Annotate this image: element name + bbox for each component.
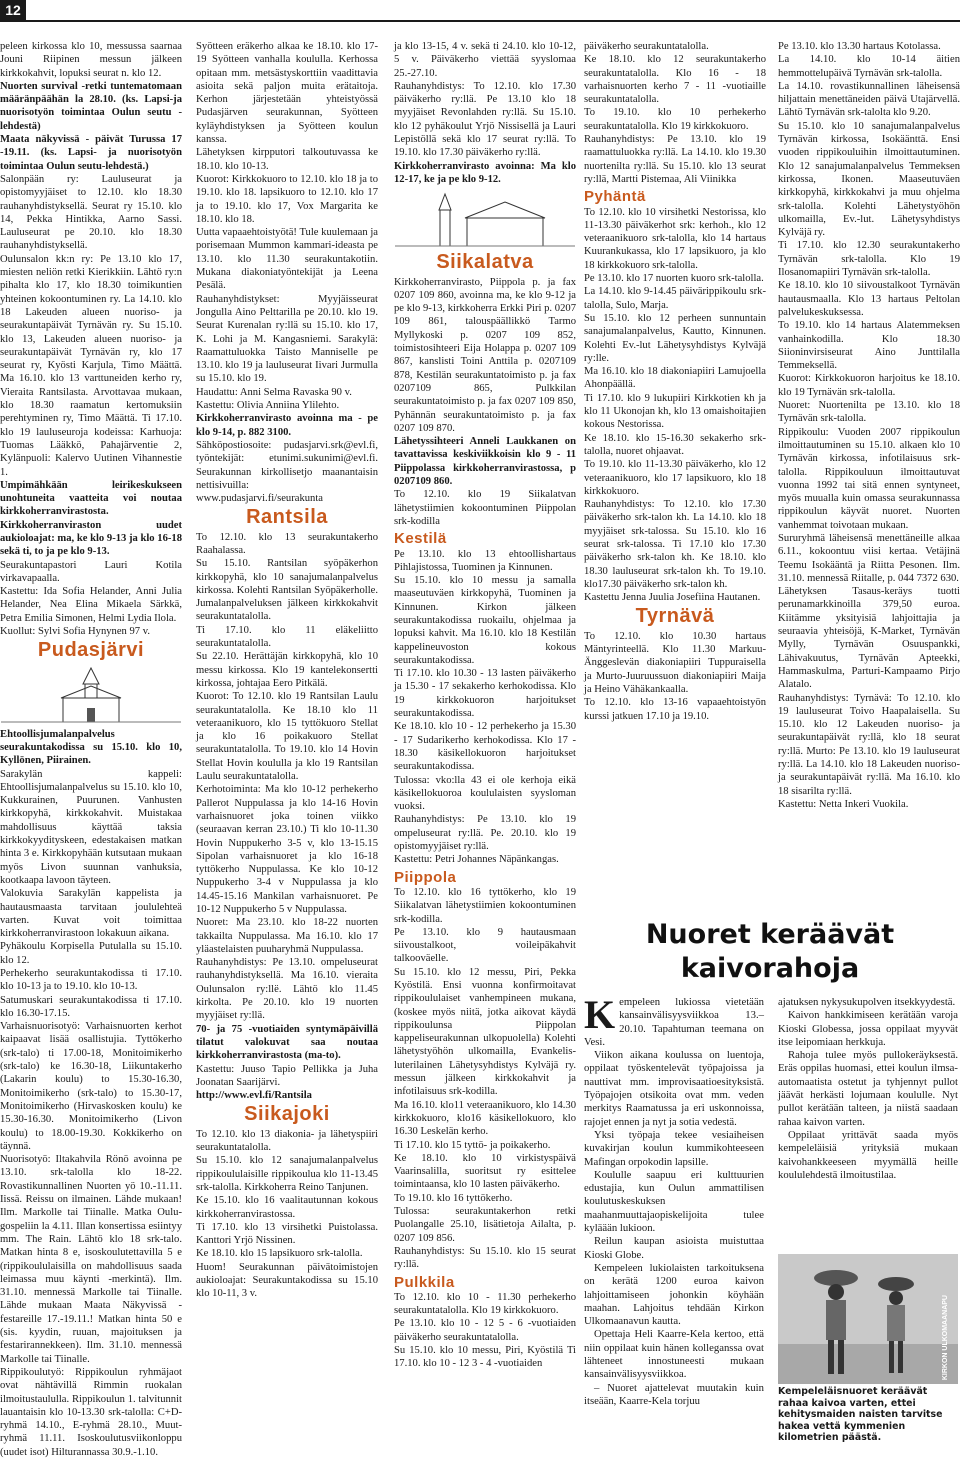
paragraph: http://www.evl.fi/Rantsila (196, 1090, 312, 1102)
paragraph: Ti 17.10. klo 15 tyttö- ja poikakerho. (394, 1139, 551, 1151)
section-heading-siikalatva: Siikalatva (436, 251, 534, 274)
paragraph: Pe 13.10. klo 13 ehtoollishartaus Pihlajistossa, Tuominen ja Kinnunen. (394, 548, 576, 573)
paragraph: Kirkkoherranvirasto avoinna: Ma klo 12-17, ke ja pe klo 9-12. (394, 160, 576, 185)
paragraph: Rauhanyhdistys: Su 15.10. klo 15 seurat ry:llä. (394, 1245, 576, 1271)
paragraph: Sarakylän kappeli: Ehtoollisjumalanpalvelus su 15.10. klo 10, Kukkurainen, Puurunen. Vanhusten kirkkopyhä, kirkkokahvit. Muistakaa mahdollisuus käyttää taksia kirkkokyydityskeen, edestakaisen matkan hinta 3 e. Kirkkopyhään kutsutaan mukaan myös Livon suunnan vanhuksia, kootkaapa lavoon täyteen. (0, 768, 182, 886)
paragraph: Ke 18.10. klo 12 seurakuntakerho seurakuntatalolla. Klo 16 - 18 varhaisnuorten kerho 7 - 11 -vuotiaille seurakuntatalolla. (584, 54, 766, 106)
paragraph: Kuorot: To 12.10. klo 19 Rantsilan Laulu seurakuntatalolla. Ke 18.10 klo 11 veteraanikuoro, klo 15 tyttökuoro Stellat ja klo 16 poikakuoro Stellat seurakuntatalolla. To 19.10. klo 14 Hovin Stellat Hovin koululla ja klo 19 Rantsilan Laulu seurakuntatalolla. (196, 691, 378, 783)
paragraph: Su 15.10. klo 12 sanajumalanpalvelus rippikoululaisille rippikoulua klo 11-13.45 srk-talolla. Kirkkoherra Reino Tanjunen. (196, 1155, 378, 1193)
paragraph: päiväkerho seurakuntatalolla. (584, 41, 709, 52)
column-1 (0, 40, 182, 1459)
paragraph: Kastettu: Olivia Anniina Ylilehto. (196, 400, 340, 412)
paragraph: empeleen lukiossa vietetään kansainvälisyysviikkoa 13.–20.10. Tapahtuman teemana on Vesi. (584, 996, 764, 1048)
paragraph: To 19.10. klo 16 tyttökerho. (394, 1192, 513, 1204)
paragraph: Kaivon hankkimiseen kerätään varoja Kioski Globessa, jossa oppilaat myyvät itse leipomiaan herkkuja. (778, 1009, 958, 1048)
paragraph: To 12.10. klo 16 tyttökerho, klo 19 Siikalatvan lähetystiimien kokoontuminen srk-kodilla. (394, 886, 576, 925)
paragraph: To 12.10. klo 10 - 11.30 perhekerho seurakuntatalolla. Klo 19 kirkkokuoro. (394, 1291, 576, 1317)
paragraph: Valokuvia Sarakylän kappelista ja hautausmaasta tarvitaan joululehteä varten. Kuvat voit toimittaa kirkkoherranvirastoon lokakuun aikana. (0, 888, 182, 940)
section-heading-tyrnava: Tyrnävä (635, 605, 715, 628)
paragraph: Haudattu: Anni Selma Ravaska 90 v. (196, 386, 352, 398)
paragraph: Salonpään ry: Lauluseurat ja opistomyyjäiset to 12.10. klo 18.30 rauhanyhdistyksellä. Seurat ry 15.10. klo 14, Pekka Hintikka, Aarno Sassi. Lauluseurat pe 20.10. klo 18.30 rauhanyhdistyksellä. (0, 173, 182, 252)
paragraph: Yksi työpaja tekee vesiaiheisen kuvakirjan koulun kummikohteeseen Mafingan orpokodin lapsille. (584, 1128, 764, 1168)
paragraph: Ehtoollisjumalanpalvelus seurakuntakodissa su 15.10. klo 10, Kyllönen, Piirainen. (0, 728, 182, 767)
paragraph: Pe 13.10. klo 9 hautausmaan siivoustalkoot, voileipäkahvit talkooväelle. (394, 926, 576, 965)
paragraph: Su 15.10. klo 10 messu, Piri, Kyöstilä Ti 17.10. klo 10 - 12 3 - 4 -vuotiaiden (394, 1345, 576, 1370)
paragraph: Tulossa: vko:lla 43 ei ole kerhoja eikä käsikellokuoroa koululaisten syysloman vuoksi. (394, 774, 576, 813)
paragraph: Rauhanyhdistys: To 12.10. klo 17.30 päiväkerho srk-talon kh. La 14.10. klo 18 myyjäiset srk-talossa. Su 15.10. klo 16 seurat srk-talossa. Ti 17.10 klo 17.30 päiväkerho srk-talon kh. Ke 18.10. klo 18.30 lauluseurat srk-talon kh. To 19.10. klo17.30 päiväkerho srk-talon kh. (584, 499, 766, 590)
column-5 (778, 40, 960, 811)
article-headline (585, 918, 955, 986)
subheading-pyhanta: Pyhäntä (584, 188, 646, 206)
column-4 (584, 40, 766, 723)
paragraph: Ke 15.10. klo 16 vaalitautunnan kokous kirkkoherranvirastossa. (196, 1195, 378, 1220)
paragraph: – Nuoret ajattelevat muutakin kuin itseään, Kaarre-Kela torjuu (584, 1381, 764, 1407)
paragraph: Ti 17.10. klo 11 eläkeliitto seurakuntatalolla. (196, 624, 378, 650)
paragraph: Opettaja Heli Kaarre-Kela kertoo, että niin oppilaat kuin hänen kolleganssa ovat lähteneet innostuneesti mukaan kansainvälisyysviikkoa. (584, 1328, 764, 1381)
paragraph: Umpimähkään leirikeskukseen unohtuneita vaatteita voi noutaa kirkkoherranvirastosta. (0, 479, 182, 518)
paragraph: Perhekerho seurakuntakodissa ti 17.10. klo 10-13 ja to 19.10. klo 10-13. (0, 968, 182, 993)
paragraph: Nuoret: Ma 23.10. klo 18-22 nuorten takkailta Nuppulassa. Ma 16.10. klo 17 yläastelaisten puuharyhmä Nuppulassa. (196, 917, 378, 955)
paragraph: La 14.10. klo 9-14.45 päivärippikoulu srk-talolla, Sulo, Marja. (584, 286, 766, 311)
paragraph: To 19.10. klo 11-13.30 päiväkerho, klo 12 veteraanikuoro, klo 17 lapsikuoro, klo 18 kirkkokuoro. (584, 459, 766, 497)
page-number: 12 (0, 0, 26, 20)
paragraph: Lähetyssihteeri Anneli Laukkanen on tavattavissa keskiviikkoisin klo 9 - 11 Piippolassa kirkkoherranvirastossa, p 0207109 860. (394, 436, 576, 488)
paragraph: Ti 17.10. klo 13 virsihetki Puistolassa. Kanttori Yrjö Nissinen. (196, 1221, 378, 1247)
paragraph: To 12.10. klo 10 virsihetki Nestorissa, klo 11-13.30 päiväkerhot srk: kerhoh., klo 12 veteraanikuoro srk-talolla, klo 14 hartaus Kuurankukassa, klo 17 lapsikuoro, ja klo 18 kirkkokuoro srk-talolla. (584, 206, 766, 271)
paragraph: Kastettu Jenna Juulia Josefiina Hautanen. (584, 592, 761, 604)
paragraph: Rippikoulutyö: Rippikoulun ryhmäjaot ovat nähtävillä Rimmin ruokalan ilmoitustaululla. Rippikoulun 1. talvitunnit lauantaisin klo 10-13.30 srk-talolla: C+D-ryhmä 14.10., E-ryhmä 28.10., Muut-ryhmä 11.11. Isoskoulutusviikonloppu (uudet isot) Hilturannassa 30.9.-1.10. (0, 1366, 182, 1458)
article-body-right (778, 996, 958, 1182)
paragraph: Ma 16.10. klo 18 diakoniapiiri Lamujoella Ahonpäällä. (584, 366, 766, 391)
paragraph: Kuorot: Kirkkokuoro to 12.10. klo 18 ja to 19.10. klo 18. lapsikuoro to 12.10. klo 17 ja to 19.10. klo 17, Vox Margarita ke 18.10. klo 18. (196, 173, 378, 225)
paragraph: Oulunsalon kk:n ry: Pe 13.10 klo 17, miesten neliön retki Kierikkiin. Lähtö ry:n pihalta klo 17, klo 18.30 toimikuntien yhteinen kokoontuminen ry. La 14.10. klo 18 Lakeuden alueen nuoriso- ja seurakuntapäivät Tyrnävän ry. Su 15.10. klo 13, Lakeuden alueen nuoriso- ja seurakuntapäivät Tyrnävän ry, klo 17 seurat ry, Kyösti Karjula, Timo Määttä. Ma 16.10. klo 13 varttuneiden kerho ry, Vieraita Rantsilasta. Arvottavaa mukaan, klo 18.30 raamatun kertomuksiin perehtyminen ry, Timo Määttä. Ti 17.10. klo 19 lauluseuroja kodeissa: Karhuoja: Tuomas Lääkkö, Pahajärventie 2, Kylänpuoli: Kalervo Uutinen Vihannestie 1. (0, 253, 182, 478)
paragraph: Rauhanyhdistys: Pe 13.10. klo 19 raamattuluokka ry:llä. La 14.10. klo 19.30 nuortenilta ry:llä. Su 15.10. klo 13 seurat ry:llä, Martti Pistemaa, Ali Viinikka (584, 134, 766, 185)
paragraph: peleen kirkossa klo 10, messussa saarnaa Jouni Riipinen messun jälkeen kirkkokahvit, lopuksi seurat n. klo 12. (0, 41, 182, 79)
paragraph: Lähetyksen Tasaus-keräys tuotti perunamarkkinoilla 379,50 euroa. Kiitämme yksityisiä lahjoittajia ja seuraavia yhteisöjä, K-Market, Tyrnävän Mylly, Tyrnävän Osuuspankki, Lähivakuutus, Tyrnävän Apteekki, Hammaskulma, Parturi-Kampaamo Pirjo Alatalo. (778, 586, 960, 691)
photo-credit: KIRKON ULKOMAANAPU (942, 1294, 949, 1380)
paragraph: Kirkkoherranvirasto, Piippola p. ja fax 0207 109 860, avoinna ma, ke klo 9-12 ja pe klo 9-13, kirkkoherra Erkki Piri p. 0207 109 861, talouspäällikkö Tarmo Myllykoski p. 0207 109 852, toimistosihteeri Eija Holappa p. 0207 109 867, kanslisti Toini Anttila p. 0207109 878, Kestilän seurakuntatoimisto p. ja fax 0207109 865, Pulkkilan seurakuntatoimisto p. ja fax 0207 109 850, Pyhännän seurakuntatoimisto p. ja fax 0207 109 870. (394, 276, 576, 434)
paragraph: Ke 18.10. klo 15 lapsikuoro srk-talolla. (196, 1248, 363, 1260)
paragraph: Tulossa: seurakuntakerhon retki Puolangalle 25.10, lisätietoja Ailalta, p. 0207 109 856. (394, 1206, 576, 1244)
paragraph: Kastettu: Netta Inkeri Vuokila. (778, 798, 909, 810)
paragraph: ajatuksen nykysukupolven itsekkyydestä. (778, 996, 956, 1008)
section-heading-rantsila: Rantsila (246, 506, 328, 529)
paragraph: To 19.10. klo 14 hartaus Alatemmeksen vanhainkodilla. Klo 18.30 Siioninvirsiseurat Aino Junttilalla Temmeksellä. (778, 320, 960, 372)
paragraph: To 12.10. klo 13 seurakuntakerho Raahalassa. (196, 531, 378, 556)
paragraph: To 19.10. klo 10 perhekerho seurakuntatalolla. Klo 19 kirkkokuoro. (584, 107, 766, 132)
paragraph: Pe 13.10. klo 13.30 hartaus Kotolassa. (778, 41, 941, 52)
paragraph: La 14.10. rovastikunnallinen läheisensä hiljattain menettäneiden päivä Utajärvellä. Lähtö Tyrnävän srk-talolta klo 9.20. (778, 80, 960, 119)
church-illustration (0, 664, 182, 726)
paragraph: To 12.10. klo 10.30 hartaus Mäntyrinteellä. Klo 11.30 Markuu-Änggeslevän diakoniapiiri Tuppuraisella ja Murto-Juuruussuon diakoniapiiri Maija ja Heino Vähäkankaalla. (584, 630, 766, 695)
photo-children-carrying-water (778, 1254, 958, 1384)
paragraph: Ke 18.10. klo 10 siivoustalkoot Tyrnävän hautausmaalla. Klo 13 hartaus Peltolan palvelukeskuksessa. (778, 280, 960, 318)
paragraph: Ti 17.10. klo 10.30 - 13 lasten päiväkerho ja 15.30 - 17 sekakerho kerhokodissa. Klo 19 kirkkokuoron harjoitukset seurakuntakodissa. (394, 668, 576, 720)
paragraph: Su 15.10. klo 12 messu, Piri, Pekka Kyöstilä. Ensi vuonna konfirmoitavat rippikoululaiset vanhempineen mukana, (koskee myös niitä, jotka aikovat käydä rippikoulunsa Piippolan kappeliseurakunnan ulkopuolella) Kolehti lähetystyöhön ulkomailla, Evankelis- luterilainen Lähetysyhdistys Kylväjä ry. messun jälkeen kirkkokahvit ja infotilaisuus srk-kodilla. (394, 966, 576, 1098)
paragraph: Lähetyksen kirpputori talkoutuvassa ke 18.10. klo 10-13. (196, 147, 378, 172)
paragraph: To 12.10. klo 19 Siikalatvan lähetystiimien kokoontuminen Piippolan srk-kodilla (394, 489, 576, 527)
paragraph: Pyhäkoulu Korpisella Putulalla su 15.10. klo 12. (0, 941, 182, 966)
drop-cap: K (584, 992, 616, 1037)
paragraph: Satumuskari seurakuntakodissa ti 17.10. klo 16.30-17.15. (0, 994, 182, 1019)
paragraph: Ke 18.10. klo 10 - 12 perhekerho ja 15.30 - 17 Sudarikerho kerhokodissa. Klo 17 - 18.30 käsikellokuoron harjoitukset seurakuntakodissa. (394, 721, 576, 773)
paragraph: ja klo 13-15, 4 v. sekä ti 24.10. klo 10-12, 5 v. Päiväkerho viettää syyslomaa 25.-27.10. (394, 41, 576, 79)
paragraph: Kuorot: Kirkkokuoron harjoitus ke 18.10. klo 19 Tyrnävän srk-talolla. (778, 373, 960, 398)
paragraph: Rauhanyhdistys: Pe 13.10. ompeluseurat rauhanyhdistyksellä. Ma 16.10. vieraita Oulunsalon ry:llë. Lähtö klo 11.45 kirkolta. Pe 20.10. klo 19 nuorten myyjäiset ry:llä. (196, 957, 378, 1022)
paragraph: Varhaisnuorisotyö: Varhaisnuorten kerhot kaipaavat lisää osallistujia. Tyttökerho (srk-talo) ti 17.00-18, Monitoimikerho (srk-talo) ke 16.30-18, Liikuntakerho (Lakarin koulu) to 15.30-16.30, Monitoimikerho (srk-talo) to 15.30-17, Monitoimikerho (Hirvaskosken koulu) ke 15.30-16.30. Monitoimikerho (Livon koulu) to 18.00-19.30. Kokkikerho on täynnä. (0, 1021, 182, 1152)
paragraph: Viikon aikana koulussa on luentoja, oppilaat työskentelevät työpajoissa ja nauttivat mm. improvisaatioesityksistä. Työpajojen otsikoita ovat mm. veden merkitys Raamatussa ja eri uskonnoissa, rajojet ennen ja nyt ja sotia vedestä. (584, 1049, 764, 1128)
paragraph: Ti 17.10. klo 9 lukupiiri Kirkkotien kh ja klo 11 Ukonojan kh, klo 13 omaishoitajien kokous Nestorissa. (584, 392, 766, 431)
paragraph: Rauhanyhdistys: Tyrnävä: To 12.10. klo 19 lauluseurat Toivo Haapalaisella. Su 15.10. klo 12 Lakeuden nuoriso- ja seurakuntapäivät ry:llä, klo 18 seurat ry:llä. Murto: Pe 13.10. klo 19 lauluseurat ry:llä. La 14.10. klo 18 Lakeuden nuoriso- ja seurakuntapäivät ry:llä. Ma 16.10. klo 18 sisarilta ry:llä. (778, 692, 960, 797)
paragraph: Kuollut: Sylvi Sofia Hynynen 97 v. (0, 626, 150, 638)
column-2 (196, 40, 378, 1301)
paragraph: To 12.10. klo 13-16 vapaaehtoistyön kurssi jatkuen 17.10 ja 19.10. (584, 697, 766, 722)
header-rule (0, 20, 960, 22)
paragraph: Su 15.10. klo 10 messu ja samalla maaseutuväen kirkkopyhä, Tuominen ja Kinnunen. Kirkon jälkeen seurakuntakodissa ruokailu, ohjelmaa ja lopuksi kahvit. Ma 16.10. klo 18 Kestilän kappelineuvoston kokous seurakuntakodissa. (394, 575, 576, 666)
paragraph: Nuoret: Nuortenilta pe 13.10. klo 18 Tyrnävän srk-talolla. (778, 400, 960, 425)
paragraph: Rippikoulu: Vuoden 2007 rippikoulun ilmoittautuminen su 15.10. alkaen klo 10 Tyrnävän kirkossa, infotilaisuus srk-talolla. Rippikouluun ilmoittautuvat vuonna 1992 tai sitä ennen syntyneet, myös muualla kuin omassa seurakunnassa rippikoulun käyvät nuoret. Nuorten vanhemmat toivotaan mukaan. (778, 426, 960, 531)
paragraph: 70- ja 75 -vuotiaiden syntymäpäivillä tilatut valokuvat saa noutaa kirkkoherranvirastosta (ma-to). (196, 1023, 378, 1062)
paragraph: Sururyhmä läheisensä menettäneille alkaa 6.11., kokoontuu viisi kertaa. Vetäjinä Teemu Isokääntä ja Riitta Pesonen. Ilm. 31.10. mennessä Riitalle, p. 044 7372 630. (778, 532, 960, 584)
subheading-pulkkila: Pulkkila (394, 1273, 455, 1291)
paragraph: Kempeleen lukiolaisten tarkoituksena on kerätä 1200 euroa kaivon lahjoittamiseen johonkin köyhään maahan. Lahjoitus tehdään Kirkon Ulkomaanavun kautta. (584, 1261, 764, 1328)
paragraph: Rahoja tulee myös pullokeräyksestä. Eräs oppilas huomasi, ettei koulun ilmsa-automaatista ostetut ja tyhjennyt pullot jäävät herkästi lojumaan koululle. Nyt pullot kerätään talteen, ja niistä saadaan rahaa kaivon varten. (778, 1049, 958, 1128)
paragraph: Nuorisotyö: Iltakahvila Rönö avoinna pe 13.10. srk-talolla klo 18-22. Rovastikunnallinen Nuorten yö 10.-11.11. Iissä. Reissu on ilmainen. Lähde mukaan! Ilm. Markolle tai Tiinalle. Matka Oulu-gospeliin la 4.11. Illan konsertissa esiintyy mm. The Rain. Lähtö klo 18 srk-talo. Matkan hinta 8 e, isoskoulutettavilla 5 e (rippikoululaisilla on mahdollisuus saada leimassa muu käynti -merkintä). Ilm. 31.10. mennessä Markolle tai Tiinalle. Lähde mukaan Maata Näkyvissä -festareille 17.-19.11.! Matkan hinta 50 e (sis. kyydin, ruuan, majoituksen ja festarirannekkeen). Ilm. 31.10. mennessä Markolle tai Tiinalle. (0, 1154, 182, 1365)
paragraph: Su 22.10. Herättäjän kirkkopyhä, klo 10 messu kirkossa. Klo 19 kantelekonsertti kirkossa, johtajaa Eero Pitkälä. (196, 651, 378, 689)
section-heading-pudasjarvi: Pudasjärvi (37, 639, 145, 662)
paragraph: Nuorten survival -retki tuntematomaan määränpäähän la 28.10. (ks. Lapsi-ja nuorisotyön toimintaa Oulun seutu -lehdestä) (0, 80, 182, 132)
paragraph: Sähköpostiosoite: pudasjarvi.srk@evl.fi, työntekijät: etunimi.sukunimi@evl.fi. Seurakunnan kirkollisetjo maanantaisin nettisivuilla: www.pudasjarvi.fi/seurakunta (196, 439, 378, 505)
paragraph: Ke 18.10. klo 15-16.30 sekakerho srk-talolla, nuoret ohjaavat. (584, 432, 766, 457)
paragraph: Kerhotoiminta: Ma klo 10-12 perhekerho Pallerot Nuppulassa ja klo 14-16 Hovin varhaisnuoret joka toinen viikko (seuraavan kerran 23.10.) Ti klo 10-11.30 Hovin Nuppukerho 3-5 v, klo 13-15.15 Sipolan varhaisnuoret ja klo 16-18 tyttökerho Nuppulassa. Ke klo 10-12 Nuppukerho 3-4 v Nuppulassa ja klo 14.45-15.16 Mankilan varhaisnuoret. Pe 10-12 Nuppukerho 5 v Nuppulassa. (196, 784, 378, 915)
paragraph: Koululle saapuu eri kulttuurien edustajia, kun Oulun ammattilisen koulutuskeskuksen maahanmuuttajaopiskelijoita tulee kyläään lukioon. (584, 1168, 764, 1235)
church-illustration (394, 188, 576, 250)
paragraph: Ma 16.10. klo11 veteraanikuoro, klo 14.30 kirkkokuoro, klo16 käsikellokuoro, klo 16.30 Leskelän kerho. (394, 1099, 576, 1138)
paragraph: To 12.10. klo 13 diakonia- ja lähetyspiiri seurakuntatalolla. (196, 1128, 378, 1154)
paragraph: Seurakuntapastori Lauri Kotila virkavapaalla. (0, 559, 182, 584)
paragraph: Syötteen eräkerho alkaa ke 18.10. klo 17-19 Syötteen vanhalla koululla. Kerhossa opitaan mm. metsästyskorttiin vaadittavia asioita sekä paljon muita erätaitoja. Kerhon järjestetään yhteistyössä Pudasjärven seurakunnan, Syötteen kyläyhdistyksen ja Syötteen koulun kanssa. (196, 41, 378, 146)
paragraph: Su 15.10. klo 12 perheen sunnuntain sanajumalanpalvelus, Kautto, Kinnunen. Kolehti Ev.-lut Lähetysyhdistys Kylväjä ry:lle. (584, 312, 766, 364)
subheading-piippola: Piippola (394, 868, 457, 886)
paragraph: Ke 18.10. klo 10 virkistyspäivä Vaarinsalilla, suoritsut ry esittelee toimintaansa, klo 10 lasten päiväkerho. (394, 1152, 576, 1191)
paragraph: Kastettu: Ida Sofia Helander, Anni Julia Helander, Nea Elina Mikaela Särkkä, Petra Emilia Simonen, Helmi Lydia Ilola. (0, 586, 182, 624)
article-body-left (584, 992, 764, 1408)
paragraph: Ti 17.10. klo 12.30 seurakuntakerho Tyrnävän srk-talolla. Klo 19 Ilosanomapiiri Tyrnävän srk-talolla. (778, 240, 960, 279)
section-heading-siikajoki: Siikajoki (244, 1103, 330, 1126)
paragraph: Rauhanyhdistys: To 12.10. klo 17.30 päiväkerho ry:llä. Pe 13.10 klo 18 myyjäiset Revonlahden ry:llä. Su 15.10. klo 12 pyhäkoulut Yrjö Nissisellä ja Lauri Lepistöllä sekä klo 17 seurat ry:llä. To 19.10. klo 17.30 päiväkerho ry:llä. (394, 80, 576, 159)
photo-caption: Kempeleläisnuoret keräävät rahaa kaivoa varten, ettei kehitysmaiden naisten tarvitse hakea vettä kymmenien kilometrien päästä. (778, 1386, 943, 1444)
paragraph: La 14.10. klo 10-14 äitien hemmottelupäivä Tyrnävän srk-talolla. (778, 54, 960, 79)
paragraph: Su 15.10. Rantsilan syöpäkerhon kirkkopyhä, klo 10 sanajumalanpalvelus kirkossa. Kolehti Rantsilan Syöpäkerholle. Jumalanpalveluksen jälkeen kirkkokahvit seurakuntatalolla. (196, 558, 378, 623)
paragraph: Huom! Seurakunnan päivätoimistojen aukioloajat: Seurakuntakodissa su 15.10 klo 10-11, 3 v. (196, 1261, 378, 1300)
paragraph: Su 15.10. klo 10 sanajumalanpalvelus Tyrnävän kirkossa, Isokäänttä. Ensi vuoden rippikouluihin ilmoittautuminen. Klo 12 sanajumalanpalvelus Temmeksen kirkossa, Ikonen. Maaseutuväen kirkkopyhä, kirkkokahvi ja muu ohjelma srk-talolla. Kolehti Lähetystyöhön ulkomailla, Ev.-lut. Lähetysyhdistys Kylväjä ry. (778, 120, 960, 239)
paragraph: Rauhanyhdistykset: Myyjäisseurat Jongulla Aino Pelttarilla pe 20.10. klo 19. Seurat Kurenalan ry:llä su 15.10. klo 17, K. Lohi ja M. Kangasniemi. Sarakylä: Raamattuluokka Taisto Manniselle pe 13.10. klo 19 ja lauluseurat Iivari Jurmulla su 15.10. klo 19. (196, 293, 378, 385)
paragraph: Oppilaat yrittävät saada myös kempeleläisiä yrityksiä mukaan kaivohankkeeseen myymällä heille koululehdestä ilmoitustilaa. (778, 1128, 958, 1181)
paragraph: Kirkkoherranvirasto avoinna ma - pe klo 9-14, p. 882 3100. (196, 413, 378, 438)
paragraph: Rauhanyhdistys: Pe 13.10. klo 19 ompeluseurat ry:llä. Pe. 20.10. klo 19 opistomyyjäiset ry:llä. (394, 814, 576, 853)
paragraph: Kastettu: Petri Johannes Näpänkangas. (394, 854, 559, 866)
headline-line: kaivorahoja (680, 953, 860, 984)
paragraph: Uutta vapaaehtoistyötä! Tule kuulemaan ja porisemaan Mummon kammari-ideasta pe 13.10. klo 11.30 seurakuntakotiin. Mukana diakoniatyöntekijät ja Leena Pesälä. (196, 227, 378, 292)
paragraph: Pe 13.10. klo 17 nuorten kuoro srk-talolla. (584, 273, 764, 285)
paragraph: Kirkkoherranviraston uudet aukioloajat: ma, ke klo 9-13 ja klo 16-18 sekä ti, to ja pe klo 9-13. (0, 519, 182, 558)
headline-line: Nuoret keräävät (645, 919, 895, 950)
column-3 (394, 40, 576, 1371)
subheading-kestila: Kestilä (394, 530, 447, 548)
paragraph: Kastettu: Juuso Tapio Pellikka ja Juha Joonatan Saarijärvi. (196, 1063, 378, 1088)
paragraph: Pe 13.10. klo 10 - 12 5 - 6 -vuotiaiden päiväkerho seurakuntatalolla. (394, 1318, 576, 1343)
paragraph: Maata näkyvissä - päivät Turussa 17 -19.11. (ks. Lapsi- ja nuorisotyön toimintaa Oulun seutu-lehdestä.) (0, 134, 182, 172)
paragraph: Reilun kaupan asioista muistuttaa Kioski Globe. (584, 1235, 764, 1261)
article-photo (778, 1254, 958, 1384)
